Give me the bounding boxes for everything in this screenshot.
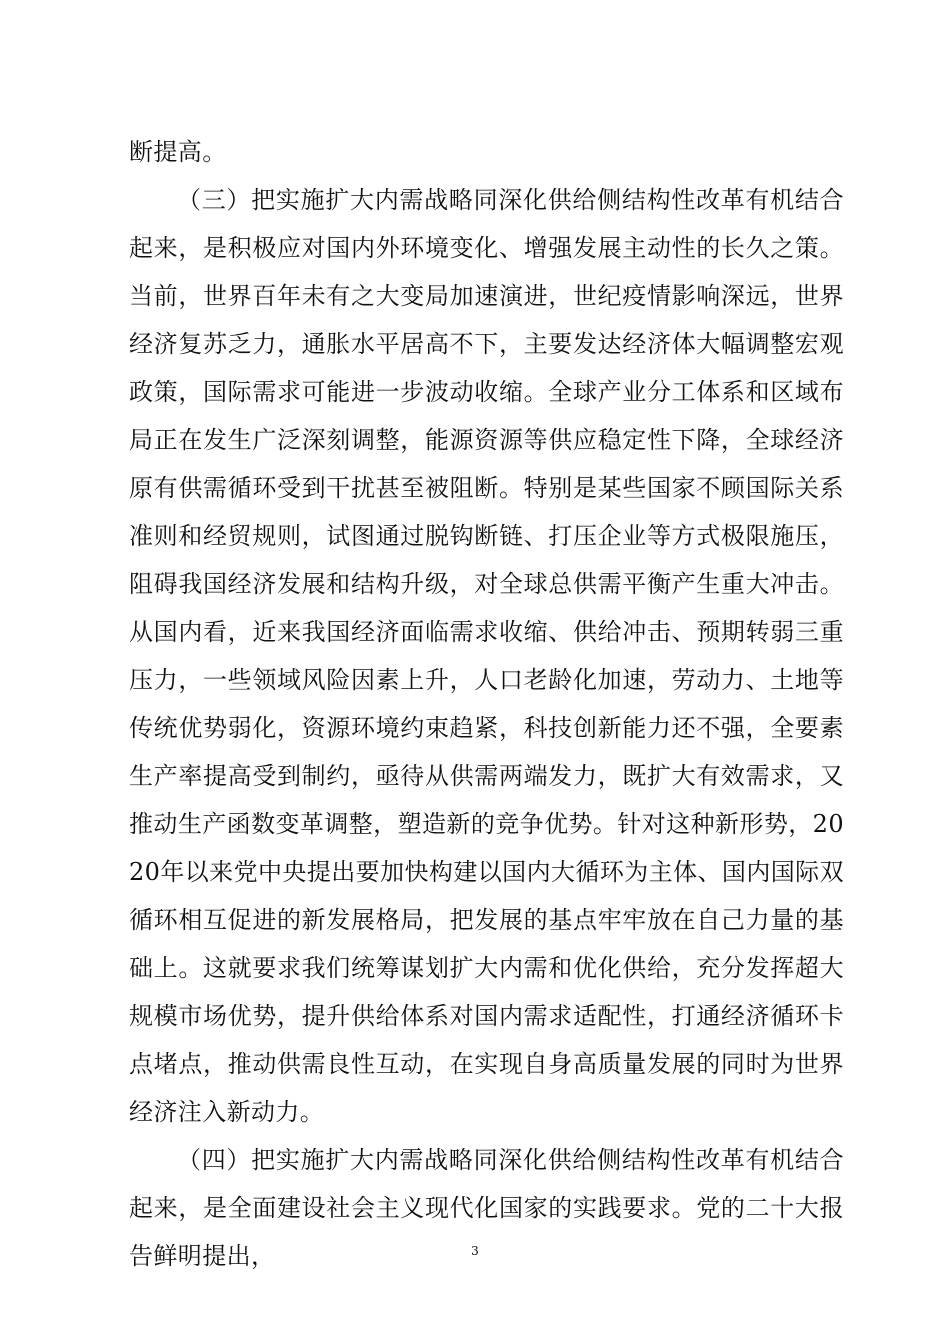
paragraph-continued: 断提高。 <box>129 138 227 166</box>
paragraph-section-3: （三）把实施扩大内需战略同深化供给侧结构性改革有机结合起来，是积极应对国内外环境变化、增强发展主动性的长久之策。当前，世界百年未有之大变局加速演进，世纪疫情影响深远，世界经济复苏乏力，通胀水平居高不下，主要发达经济体大幅调整宏观政策，国际需求可能进一步波动收缩。全球产业分工体系和区域布局正在发生广泛深刻调整，能源资源等供应稳定性下降，全球经济原有供需循环受到干扰甚至被阻断。特别是某些国家不顾国际关系准则和经贸规则，试图通过脱钩断链、打压企业等方式极限施压，阻碍我国经济发展和结构升级，对全球总供需平衡产生重大冲击。从国内看，近来我国经济面临需求收缩、供给冲击、预期转弱三重压力，一些领域风险因素上升，人口老龄化加速，劳动力、土地等传统优势弱化，资源环境约束趋紧，科技创新能力还不强，全要素生产率提高受到制约，亟待从供需两端发力，既扩大有效需求，又推动生产函数变革调整，塑造新的竞争优势。针对这种新形势，2020年以来党中央提出要加快构建以国内大循环为主体、国内国际双循环相互促进的新发展格局，把发展的基点牢牢放在自己力量的基础上。这就要求我们统筹谋划扩大内需和优化供给，充分发挥超大规模市场优势，提升供给体系对国内需求适配性，打通经济循环卡点堵点，推动供需良性互动，在实现自身高质量发展的同时为世界经济注入新动力。 <box>129 186 844 1126</box>
paragraph-section-4: （四）把实施扩大内需战略同深化供给侧结构性改革有机结合起来，是全面建设社会主义现代化国家的实践要求。党的二十大报告鲜明提出， <box>129 1146 844 1270</box>
page-number: 3 <box>471 1244 479 1258</box>
body-text <box>129 128 844 1280</box>
